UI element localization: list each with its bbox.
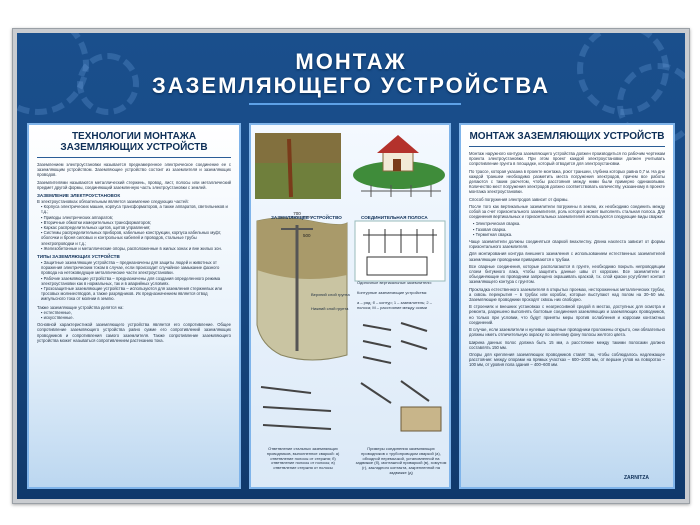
weld-sketch (401, 381, 429, 401)
rod (363, 357, 391, 363)
list-item: ▪ Системы распределительных приборов, кабельные конструкции, корпуса кабельных муфт, оболочки и броня силовых и контрольных кабелей и проводов, стальные трубы электропроводки и т.д.; (41, 230, 222, 246)
right-panel (459, 123, 675, 489)
paragraph: Для монтирования контура внешнего заземления с использованием естественных заземлителей заземляющие проводники привариваются к трубам. (469, 251, 665, 262)
weld-sketches-left (261, 387, 331, 429)
weld-sketch (263, 407, 331, 411)
left-panel-heading: ТЕХНОЛОГИИ МОНТАЖА ЗАЗЕМЛЯЮЩИХ УСТРОЙСТВ (60, 131, 208, 153)
rod (401, 341, 427, 349)
pipe-clamp-sketch (401, 407, 441, 431)
list-item: ▪ Вторичные обмотки измерительных трансформаторов; (41, 219, 152, 225)
right-text-continued (469, 239, 665, 367)
house-roof (377, 135, 419, 153)
diagram-label-strip: СОЕДИНИТЕЛЬНАЯ ПОЛОСА (361, 215, 428, 220)
list-item: ▪ Рабочие заземляющие устройства – предназначены для создания определенного режима электроустановки как в нормальных, так и в аварийных условиях. (41, 275, 221, 286)
section-heading: ТИПЫ ЗАЗЕМЛЯЮЩИХ УСТРОЙСТВ (37, 254, 120, 260)
paragraph: Основной характеристикой заземляющего устройства является его сопротивление. Общее сопротивление заземляющего устройства равно сумме его сопротивлений заземляющих проводников и сопротивления самого заземлителя. Также сопротивление заземляющего устройства может называться сопротивлением растеканию тока. (37, 322, 231, 343)
list-item-text: Газовая сварка. (475, 226, 507, 232)
note-top-soil: Верхний слой грунта (311, 292, 350, 297)
house-door (393, 159, 401, 171)
paragraph: Способ погружения электродов зависит от формы. (469, 196, 569, 202)
paragraph: Заземлителями называются металлический стержень, провод, лист, полосы или металлический предмет другой формы, соединяющий заземленную часть электроустановки с землей. (37, 179, 231, 190)
caption-left: Ответвление стальных заземляющих проводников, выполненное сваркой: а) ответвление полосы от стержня; б) ответвление полосы от полосы; в) ответвление стержня от полосы (266, 446, 340, 471)
list-item-text: Термитная сварка. (475, 231, 513, 237)
list-item: ▪ Термитная сварка. (473, 231, 513, 237)
paragraph: В электроустановках обязательным является заземление следующих частей: (37, 199, 189, 205)
right-text (469, 151, 665, 219)
list-item-text: Системы распределительных приборов, кабельные конструкции, корпуса кабельных муфт, оболочки и броня силовых и контрольных кабелей и проводов, стальные трубы электропроводки и т.д.; (41, 230, 222, 246)
list-item: ▪ Железобетонные и металлические опоры, расположенные в жилых зонах и вне жилых зон. (41, 245, 222, 251)
dimension-700: 700 (293, 211, 301, 216)
section-heading: ЗАЗЕМЛЕНИЕ ЭЛЕКТРОУСТАНОВОК (37, 193, 121, 199)
poster-title-line2: ЗАЗЕМЛЯЮЩЕГО УСТРОЙСТВА (151, 73, 551, 98)
list-item-text: Грозозащитные заземляющие устройства – используются для заземления стержневых или тросовых молниеотводов, а также разрядников. Их предназначением является отвод импульсного тока от молнии в землю. (41, 286, 222, 302)
paragraph: В строениях и внешних установках с неагрессивной средой в местах, доступных для осмотра и ремонта, разрешено выполнять болтовые соединения заземляющих и заземляющих проводников, но только при условии, что будут приняты меры против ослабления и коррозии контактных соединений. (469, 304, 665, 325)
paragraph: Ширина данных полос должна быть 15 мм, а расстояние между такими полосами должно составлять 150 мм. (469, 339, 665, 350)
list-item-text: Защитные заземляющие устройства – предназначены для защиты людей и животных от поражения электрическим током в случае, если происходит случайное замыкание фазного провода на нетоковедущие металлические части электроустановки. (41, 260, 220, 276)
list-item-text: Электрическая сварка. (475, 221, 521, 227)
poster (17, 33, 685, 499)
paragraph: Монтаж наружного контура заземляющего устройства должен производиться по рабочим чертежам проекта электроустановки. При этом проект каждой электроустановки должен учитывать сопротивление грунта в площадке, который отводится для электроустановки. (469, 151, 665, 167)
list-item-text: Каркас распределительных щитов, щитов управления; (43, 225, 151, 231)
legend-contour: Контурные заземляющие устройства: (357, 290, 428, 295)
paragraph: Заземлением электроустановки называется преднамеренное электрическое соединение ее с заземляющим устройством. Заземляющее устройство состоит из заземлителя и заземляющих проводов. (37, 162, 231, 178)
list-item: ▪ Приводы электрических аппаратов; (41, 214, 114, 220)
soil-layer (255, 133, 341, 163)
left-panel (27, 123, 241, 489)
list-item: ▪ искусственные. (41, 315, 74, 321)
list-item-text: естественные, (43, 309, 72, 315)
left-intro (37, 162, 231, 190)
divider (469, 146, 665, 147)
list-item-text: искусственные. (43, 315, 74, 321)
rod-details (363, 323, 427, 363)
paragraph: В случае, если заземлители и нулевые защитные проводники проложены открыто, они обязательно должны иметь отличительную окраску по зеленому фону полосы желтого цвета. (469, 327, 665, 338)
list-item: ▪ Корпуса электрических машин, корпуса трансформаторов, а также аппаратов, светильников и т.д.; (41, 204, 228, 215)
list-item-text: Корпуса электрических машин, корпуса трансформаторов, а также аппаратов, светильников и т.д.; (41, 204, 228, 215)
caption-right: Примеры соединения заземляющих проводников с трубопроводом сваркой (а), обходной перемычкой, установленной на задвижке (б), монтажной приваркой (в), хомутом (г), закладного контакта, закрепленной на задвижке (д) (355, 446, 447, 475)
list-item: ▪ Электрическая сварка. (473, 221, 521, 227)
paragraph: Также заземляющие устройства делятся на: (37, 304, 124, 310)
paragraph: Чаще заземлители должны соединяться сваркой внахлестку. Длина нахлеста зависит от формы горизонтального заземлителя. (469, 239, 665, 250)
diagram-label-grounding: ЗАЗЕМЛЯЮЩЕЕ УСТРОЙСТВО (271, 215, 342, 220)
legend-notes: а – ряд; б – контур; 1 – заземлитель; 2 – полоса; М – расстояние между осями (357, 300, 432, 310)
divider (37, 157, 231, 158)
title-divider (249, 103, 461, 105)
right-panel-heading: МОНТАЖ ЗАЗЕМЛЯЮЩИХ УСТРОЙСТВ (469, 131, 665, 142)
rod (363, 341, 391, 347)
weld-sketch (361, 383, 391, 403)
upper-soil-layer (257, 218, 347, 279)
dimension-500: 500 (303, 233, 311, 238)
paragraph: Все сварные соединения, которые располагаются в грунте, необходимо покрыть непроводящим слоем битумного лака, чтобы защитить данные швы от коррозии. Все заземлители и объединяющие их проводники запрещено окрашивать краской, т.к. слой краски усугубляет контакт заземляющего контура с грунтом. (469, 263, 665, 285)
publisher-logo: ZARNITZA (624, 475, 649, 481)
poster-title-line1: МОНТАЖ (295, 49, 407, 74)
list-item: ▪ естественные, (41, 309, 72, 315)
list-item-text: Приводы электрических аппаратов; (43, 214, 114, 220)
weld-sketches-right (361, 381, 429, 403)
list-item: ▪ Грозозащитные заземляющие устройства – используются для заземления стержневых или тросовых молниеотводов, а также разрядников. Их предназначением является отвод импульсного тока от молнии в землю. (41, 286, 222, 302)
list-item-text: Вторичные обмотки измерительных трансформаторов; (43, 219, 152, 225)
list-item: ▪ Каркас распределительных щитов, щитов управления; (41, 225, 151, 231)
list-item: ▪ Газовая сварка. (473, 226, 507, 232)
paragraph: По трассе, которая указана в проекте монтажа, роют траншеи, глубина которых равна 0,7 м. На дне каждой траншеи необходимо разметить места погружения электродов, причем все работы делаются с таким расчетом, чтобы расстояния между ними были примерно одинаковыми. Количество мест погружения электродов должно соответствовать количеству, указанному в проекте монтажа электроустановки. (469, 168, 665, 195)
poster-frame (12, 28, 690, 504)
rod (401, 323, 427, 331)
list-item: ▪ Защитные заземляющие устройства – предназначены для защиты людей и животных от поражения электрическим током в случае, если происходит случайное замыкание фазного провода на нетоковедущие металлические части электроустановки. (41, 260, 220, 276)
middle-panel (249, 123, 451, 489)
list-item-text: Железобетонные и металлические опоры, расположенные в жилых зонах и вне жилых зон. (43, 245, 222, 251)
paragraph: Опоры для крепления заземляющих проводников ставят так, чтобы соблюдалось надлежащее расстояние: между опорами на прямых участках – 600–1000 мм, от вершин углов на поворотах – 100 мм, от уровня пола здания – 400–600 мм. (469, 351, 665, 368)
note-bottom-soil: Нижний слой грунта (311, 306, 349, 311)
paragraph: Прокладка естественного заземлителя в открытых проемах, нестороженных металлических трубах, а сквозь перекрытия – в трубах или коробах, которые выступают над полом на 30–50 мм. Заземляющие проводники проходят сквозь них свободно. (469, 286, 665, 303)
electrode-rod (289, 139, 291, 197)
weld-sketch (261, 387, 311, 393)
paragraph: После того как вертикальные заземлители погружены в землю, их необходимо соединить между собой за счет горизонтального заземлителя, роль которого может выполнять стальная полоса. Для соединения вертикальных и горизонтальных заземлителей используются следующие виды сварки: (469, 203, 665, 220)
list-item-text: Рабочие заземляющие устройства – предназначены для создания определенного режима электроустановки как в нормальных, так и в аварийных условиях. (41, 275, 221, 286)
weld-sketch (263, 425, 331, 429)
legend-single: Одиночные вертикальные заземлители: (357, 280, 432, 285)
rod (363, 325, 391, 330)
